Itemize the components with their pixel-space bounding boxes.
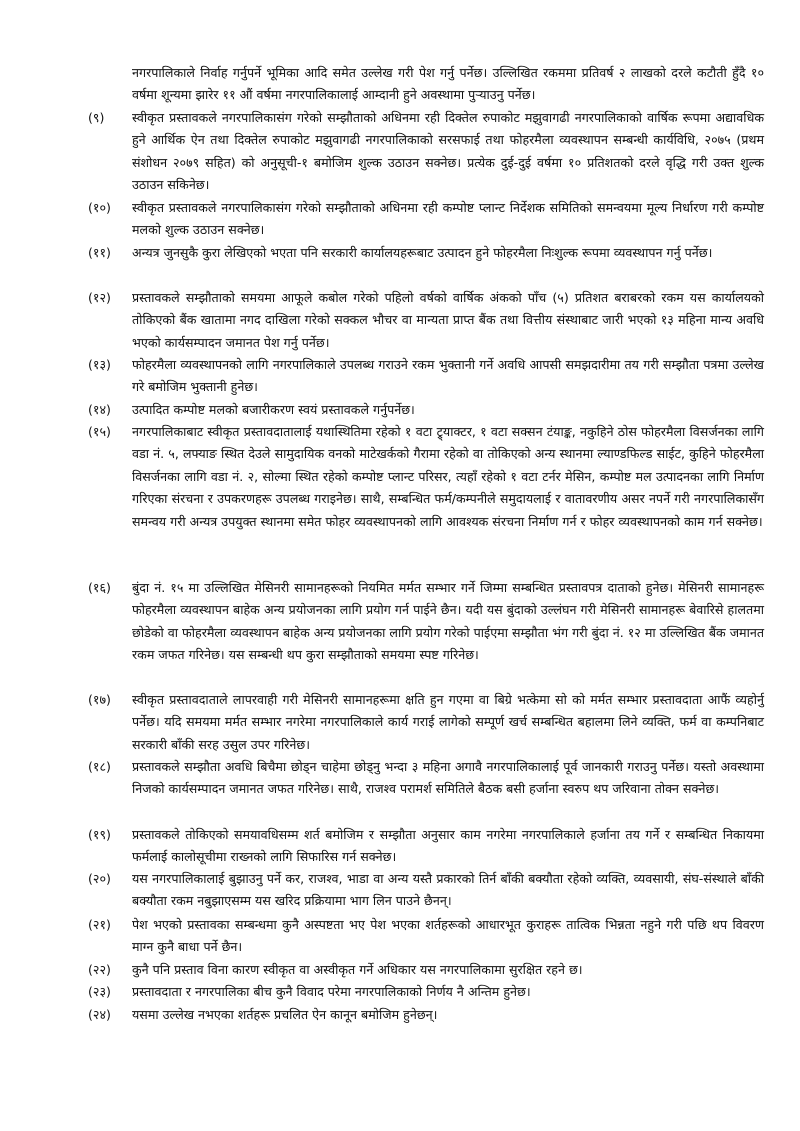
clause-text: यस नगरपालिकालाई बुझाउनु पर्ने कर, राजश्व, भाडा वा अन्य यस्तै प्रकारको तिर्न बाँकी बक्यौता रहेको व्यक्ति, व्यवसायी, संघ-संस्थाले बाँकी बक्यौता रकम नबुझाएसम्म यस खरिद प्रक्रियामा भाग लिन पाउने छैनन्। — [132, 871, 764, 909]
clause-13 — [88, 354, 764, 399]
clause-16 — [88, 577, 764, 667]
clause-text: स्वीकृत प्रस्तावकले नगरपालिकासंग गरेको सम्झौताको अधिनमा रही कम्पोष्ट प्लान्ट निर्देशक समितिको समन्वयमा मूल्य निर्धारण गरी कम्पोष्ट मलको शुल्क उठाउन सक्नेछ। — [132, 200, 764, 238]
clause-number: (२२) — [88, 962, 111, 977]
clause-text: पेश भएको प्रस्तावका सम्बन्धमा कुनै अस्पष्टता भए पेश भएका शर्तहरूको आधारभूत कुराहरू तात्विक भिन्नता नहुने गरी पछि थप विवरण माग्न कुनै बाधा पर्ने छैन। — [132, 917, 764, 955]
clause-text: उत्पादित कम्पोष्ट मलको बजारीकरण स्वयं प्रस्तावकले गर्नुपर्नेछ। — [132, 402, 415, 417]
clause-9 — [88, 107, 764, 197]
clause-number: (१७) — [88, 692, 111, 707]
clause-text: अन्यत्र जुनसुकै कुरा लेखिएको भएता पनि सरकारी कार्यालयहरूबाट उत्पादन हुने फोहरमैला निःशुल्क रूपमा व्यवस्थापन गर्नु पर्नेछ। — [132, 245, 713, 260]
clause-24 — [88, 1004, 764, 1026]
clause-15 — [88, 421, 764, 533]
clause-14 — [88, 399, 764, 421]
clause-text: यसमा उल्लेख नभएका शर्तहरू प्रचलित ऐन कानून बमोजिम हुनेछन्। — [132, 1007, 438, 1022]
clause-number: (१९) — [88, 827, 111, 842]
clause-number: (२१) — [88, 917, 111, 932]
clause-19 — [88, 824, 764, 869]
clause-number: (२४) — [88, 1007, 111, 1022]
clause-23 — [88, 981, 764, 1003]
clause-12 — [88, 287, 764, 354]
clause-number: (११) — [88, 245, 111, 260]
clause-10 — [88, 197, 764, 242]
clause-number: (१५) — [88, 424, 111, 439]
clause-number: (१०) — [88, 200, 111, 215]
clause-text: कुनै पनि प्रस्ताव विना कारण स्वीकृत वा अस्वीकृत गर्ने अधिकार यस नगरपालिकामा सुरक्षित रहने छ। — [132, 962, 583, 977]
clause-number: (१८) — [88, 759, 111, 774]
clause-18 — [88, 756, 764, 801]
clause-text: नगरपालिकाबाट स्वीकृत प्रस्तावदातालाई यथास्थितिमा रहेको १ वटा ट्र्याक्टर, १ वटा सक्सन टंयाङ्क, नकुहिने ठोस फोहरमैला विसर्जनका लागि वडा नं. ५, लफ्याङ स्थित देउले सामुदायिक वनको माटेखर्कको गैरामा रहेको वा तोकिएको अन्य स्थानमा ल्याण्डफिल्ड साईट, कुहिने फोहरमैला विसर्जनका लागि वडा नं. २, सोल्मा स्थित रहेको कम्पोष्ट प्लान्ट परिसर, त्यहाँ रहेको १ वटा टर्नर मेसिन, कम्पोष्ट मल उत्पादनका लागि निर्माण गरिएका संरचना र उपकरणहरू उपलब्ध गराइनेछ। साथै, सम्बन्धित फर्म/कम्पनीले समुदायलाई र वातावरणीय असर नपर्ने गरी नगरपालिकासँग समन्वय गरी अन्यत्र उपयुक्त स्थानमा समेत फोहर व्यवस्थापनको लागि आवश्यक संरचना निर्माण गर्न र फोहर व्यवस्थापनको काम गर्न सक्नेछ। — [132, 424, 764, 529]
clause-text: प्रस्तावकले सम्झौता अवधि बिचैमा छोड्न चाहेमा छोड्नु भन्दा ३ महिना अगावै नगरपालिकालाई पूर्व जानकारी गराउनु पर्नेछ। यस्तो अवस्थामा निजको कार्यसम्पादन जमानत जफत गरिनेछ। साथै, राजश्व परामर्श समितिले बैठक बसी हर्जाना स्वरुप थप जरिवाना तोक्न सक्नेछ। — [132, 759, 764, 797]
clause-number: (२०) — [88, 871, 111, 886]
clause-text: प्रस्तावदाता र नगरपालिका बीच कुनै विवाद परेमा नगरपालिकाको निर्णय नै अन्तिम हुनेछ। — [132, 984, 531, 999]
clause-21 — [88, 914, 764, 959]
intro-paragraph: नगरपालिकाले निर्वाह गर्नुपर्ने भूमिका आदि समेत उल्लेख गरी पेश गर्नु पर्नेछ। उल्लिखित रकममा प्रतिवर्ष २ लाखको दरले कटौती हुँदै १० वर्षमा शून्यमा झारेर ११ औं वर्षमा नगरपालिकालाई आम्दानी हुने अवस्थामा पुऱ्याउनु पर्नेछ। — [132, 65, 764, 103]
clause-text: फोहरमैला व्यवस्थापनको लागि नगरपालिकाले उपलब्ध गराउने रकम भुक्तानी गर्ने अवधि आपसी समझदारीमा तय गरी सम्झौता पत्रमा उल्लेख गरे बमोजिम भुक्तानी हुनेछ। — [132, 357, 764, 395]
clause-text: प्रस्तावकले सम्झौताको समयमा आफूले कबोल गरेको पहिलो वर्षको वार्षिक अंकको पाँच (५) प्रतिशत बराबरको रकम यस कार्यालयको तोकिएको बैंक खातामा नगद दाखिला गरेको सक्कल भौचर वा मान्यता प्राप्त बैंक तथा वित्तीय संस्थाबाट जारी भएको १३ महिना मान्य अवधि भएको कार्यसम्पादन जमानत पेश गर्नु पर्नेछ। — [132, 290, 764, 350]
clause-number: (१२) — [88, 290, 111, 305]
clause-20 — [88, 868, 764, 913]
clause-number: (१४) — [88, 402, 111, 417]
clause-text: स्वीकृत प्रस्तावदाताले लापरवाही गरी मेसिनरी सामानहरूमा क्षति हुन गएमा वा बिग्रे भत्केमा सो को मर्मत सम्भार प्रस्तावदाता आफैं व्यहोर्नु पर्नेछ। यदि समयमा मर्मत सम्भार नगरेमा नगरपालिकाले कार्य गराई लागेको सम्पूर्ण खर्च सम्बन्धित बहालमा लिने व्यक्ति, फर्म वा कम्पनिबाट सरकारी बाँकी सरह उसुल उपर गरिनेछ। — [132, 692, 764, 752]
clause-text: बुंदा नं. १५ मा उल्लिखित मेसिनरी सामानहरूको नियमित मर्मत सम्भार गर्ने जिम्मा सम्बन्धित प्रस्तावपत्र दाताको हुनेछ। मेसिनरी सामानहरू फोहरमैला व्यवस्थापन बाहेक अन्य प्रयोजनका लागि प्रयोग गर्न पाईने छैन। यदी यस बुंदाको उल्लंघन गरी मेसिनरी सामानहरू बेवारिसे हालतमा छोडेको वा फोहरमैला व्यवस्थापन बाहेक अन्य प्रयोजनका लागि प्रयोग गरेको पाईएमा सम्झौता भंग गरी बुंदा नं. १२ मा उल्लिखित बैंक जमानत रकम जफत गरिनेछ। यस सम्बन्धी थप कुरा सम्झौताको समयमा स्पष्ट गरिनेछ। — [132, 580, 764, 663]
clause-text: प्रस्तावकले तोकिएको समयावधिसम्म शर्त बमोजिम र सम्झौता अनुसार काम नगरेमा नगरपालिकाले हर्जाना तय गर्ने र सम्बन्धित निकायमा फर्मलाई कालोसूचीमा राख्नको लागि सिफारिस गर्न सक्नेछ। — [132, 827, 764, 865]
clause-number: (१६) — [88, 580, 111, 595]
clause-text: स्वीकृत प्रस्तावकले नगरपालिकासंग गरेको सम्झौताको अधिनमा रही दिक्तेल रुपाकोट मझुवागढी नगरपालिकाको वार्षिक रूपमा अद्यावधिक हुने आर्थिक ऐन तथा दिक्तेल रुपाकोट मझुवागढी नगरपालिकाको सरसफाई तथा फोहरमैला व्यवस्थापन सम्बन्धी कार्यविधि, २०७५ (प्रथम संशोधन २०७९ सहित) को अनुसूची-१ बमोजिम शुल्क उठाउन सक्नेछ। प्रत्येक दुई-दुई वर्षमा १० प्रतिशतको दरले वृद्धि गरी उक्त शुल्क उठाउन सकिनेछ। — [132, 110, 764, 193]
clause-17 — [88, 689, 764, 756]
clause-22 — [88, 959, 764, 981]
clause-number: (९) — [88, 110, 105, 125]
clause-number: (२३) — [88, 984, 111, 999]
clause-number: (१३) — [88, 357, 111, 372]
clause-11 — [88, 242, 764, 264]
